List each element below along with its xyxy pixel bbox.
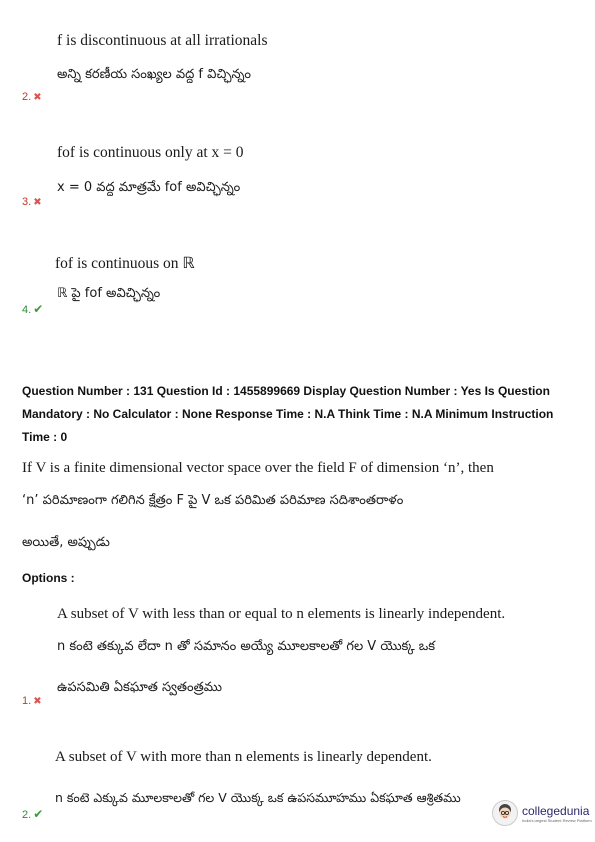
prev-option-3-number: 3. ✖ [22,196,42,208]
prev-option-4-number: 4. ✔ [22,302,44,316]
option-1-number: 1. ✖ [22,695,42,707]
wrong-mark-icon: ✖ [33,92,42,103]
options-label: Options : [22,571,75,585]
question-meta-line1: Question Number : 131 Question Id : 1455899669 Display Question Number : Yes Is Question [22,384,550,398]
option-2-telugu: n కంటె ఎక్కువ మూలకాలతో గల V యొక్క ఒక ఉపసమూహము ఏకఘాత ఆశ్రితము [55,790,461,805]
option-2-number: 2. ✔ [22,807,44,821]
collegedunia-logo [492,800,592,826]
question-telugu-line2: అయితే, అప్పుడు [22,535,110,550]
question-english: If V is a finite dimensional vector space over the field F of dimension ‘n’, then [22,460,494,476]
logo-tagline: India's largest Student Review Platform [522,817,592,823]
question-meta-line2: Mandatory : No Calculator : None Response Time : N.A Think Time : N.A Minimum Instruction [22,407,554,421]
option-1-telugu-line1: n కంటె తక్కువ లేదా n తో సమానం అయ్యే మూలకాలతో గల V యొక్క ఒక [57,639,436,654]
prev-option-3-telugu: x = 0 వద్ద మాత్రమే fof అవిచ్ఛిన్నం [57,180,241,195]
prev-option-4-telugu: ℝ పై fof అవిచ్ఛిన్నం [57,286,161,301]
prev-option-3-english: fof is continuous only at x = 0 [57,144,244,161]
option-2-english: A subset of V with more than n elements is linearly dependent. [55,749,432,765]
correct-mark-icon: ✔ [33,807,44,821]
logo-name: collegedunia [522,803,590,818]
correct-mark-icon: ✔ [33,302,44,316]
question-telugu-line1: ‘n’ పరిమాణంగా గలిగిన క్షేత్రం F పై V ఒక పరిమిత పరిమాణ సదిశాంతరాళం [22,493,404,508]
prev-option-2-number: 2. ✖ [22,91,42,103]
question-meta-line3: Time : 0 [22,430,68,444]
option-1-telugu-line2: ఉపసమితి ఏకఘాత స్వతంత్రము [57,680,223,695]
prev-option-2-english: f is discontinuous at all irrationals [57,32,268,49]
option-1-english: A subset of V with less than or equal to n elements is linearly independent. [57,606,506,622]
prev-option-4-english: fof is continuous on ℝ [55,255,195,272]
wrong-mark-icon: ✖ [33,696,42,707]
prev-option-2-telugu: అన్ని కరణీయ సంఖ్యల వద్ద f విచ్ఛిన్నం [57,67,251,82]
wrong-mark-icon: ✖ [33,197,42,208]
mascot-icon [492,800,518,826]
